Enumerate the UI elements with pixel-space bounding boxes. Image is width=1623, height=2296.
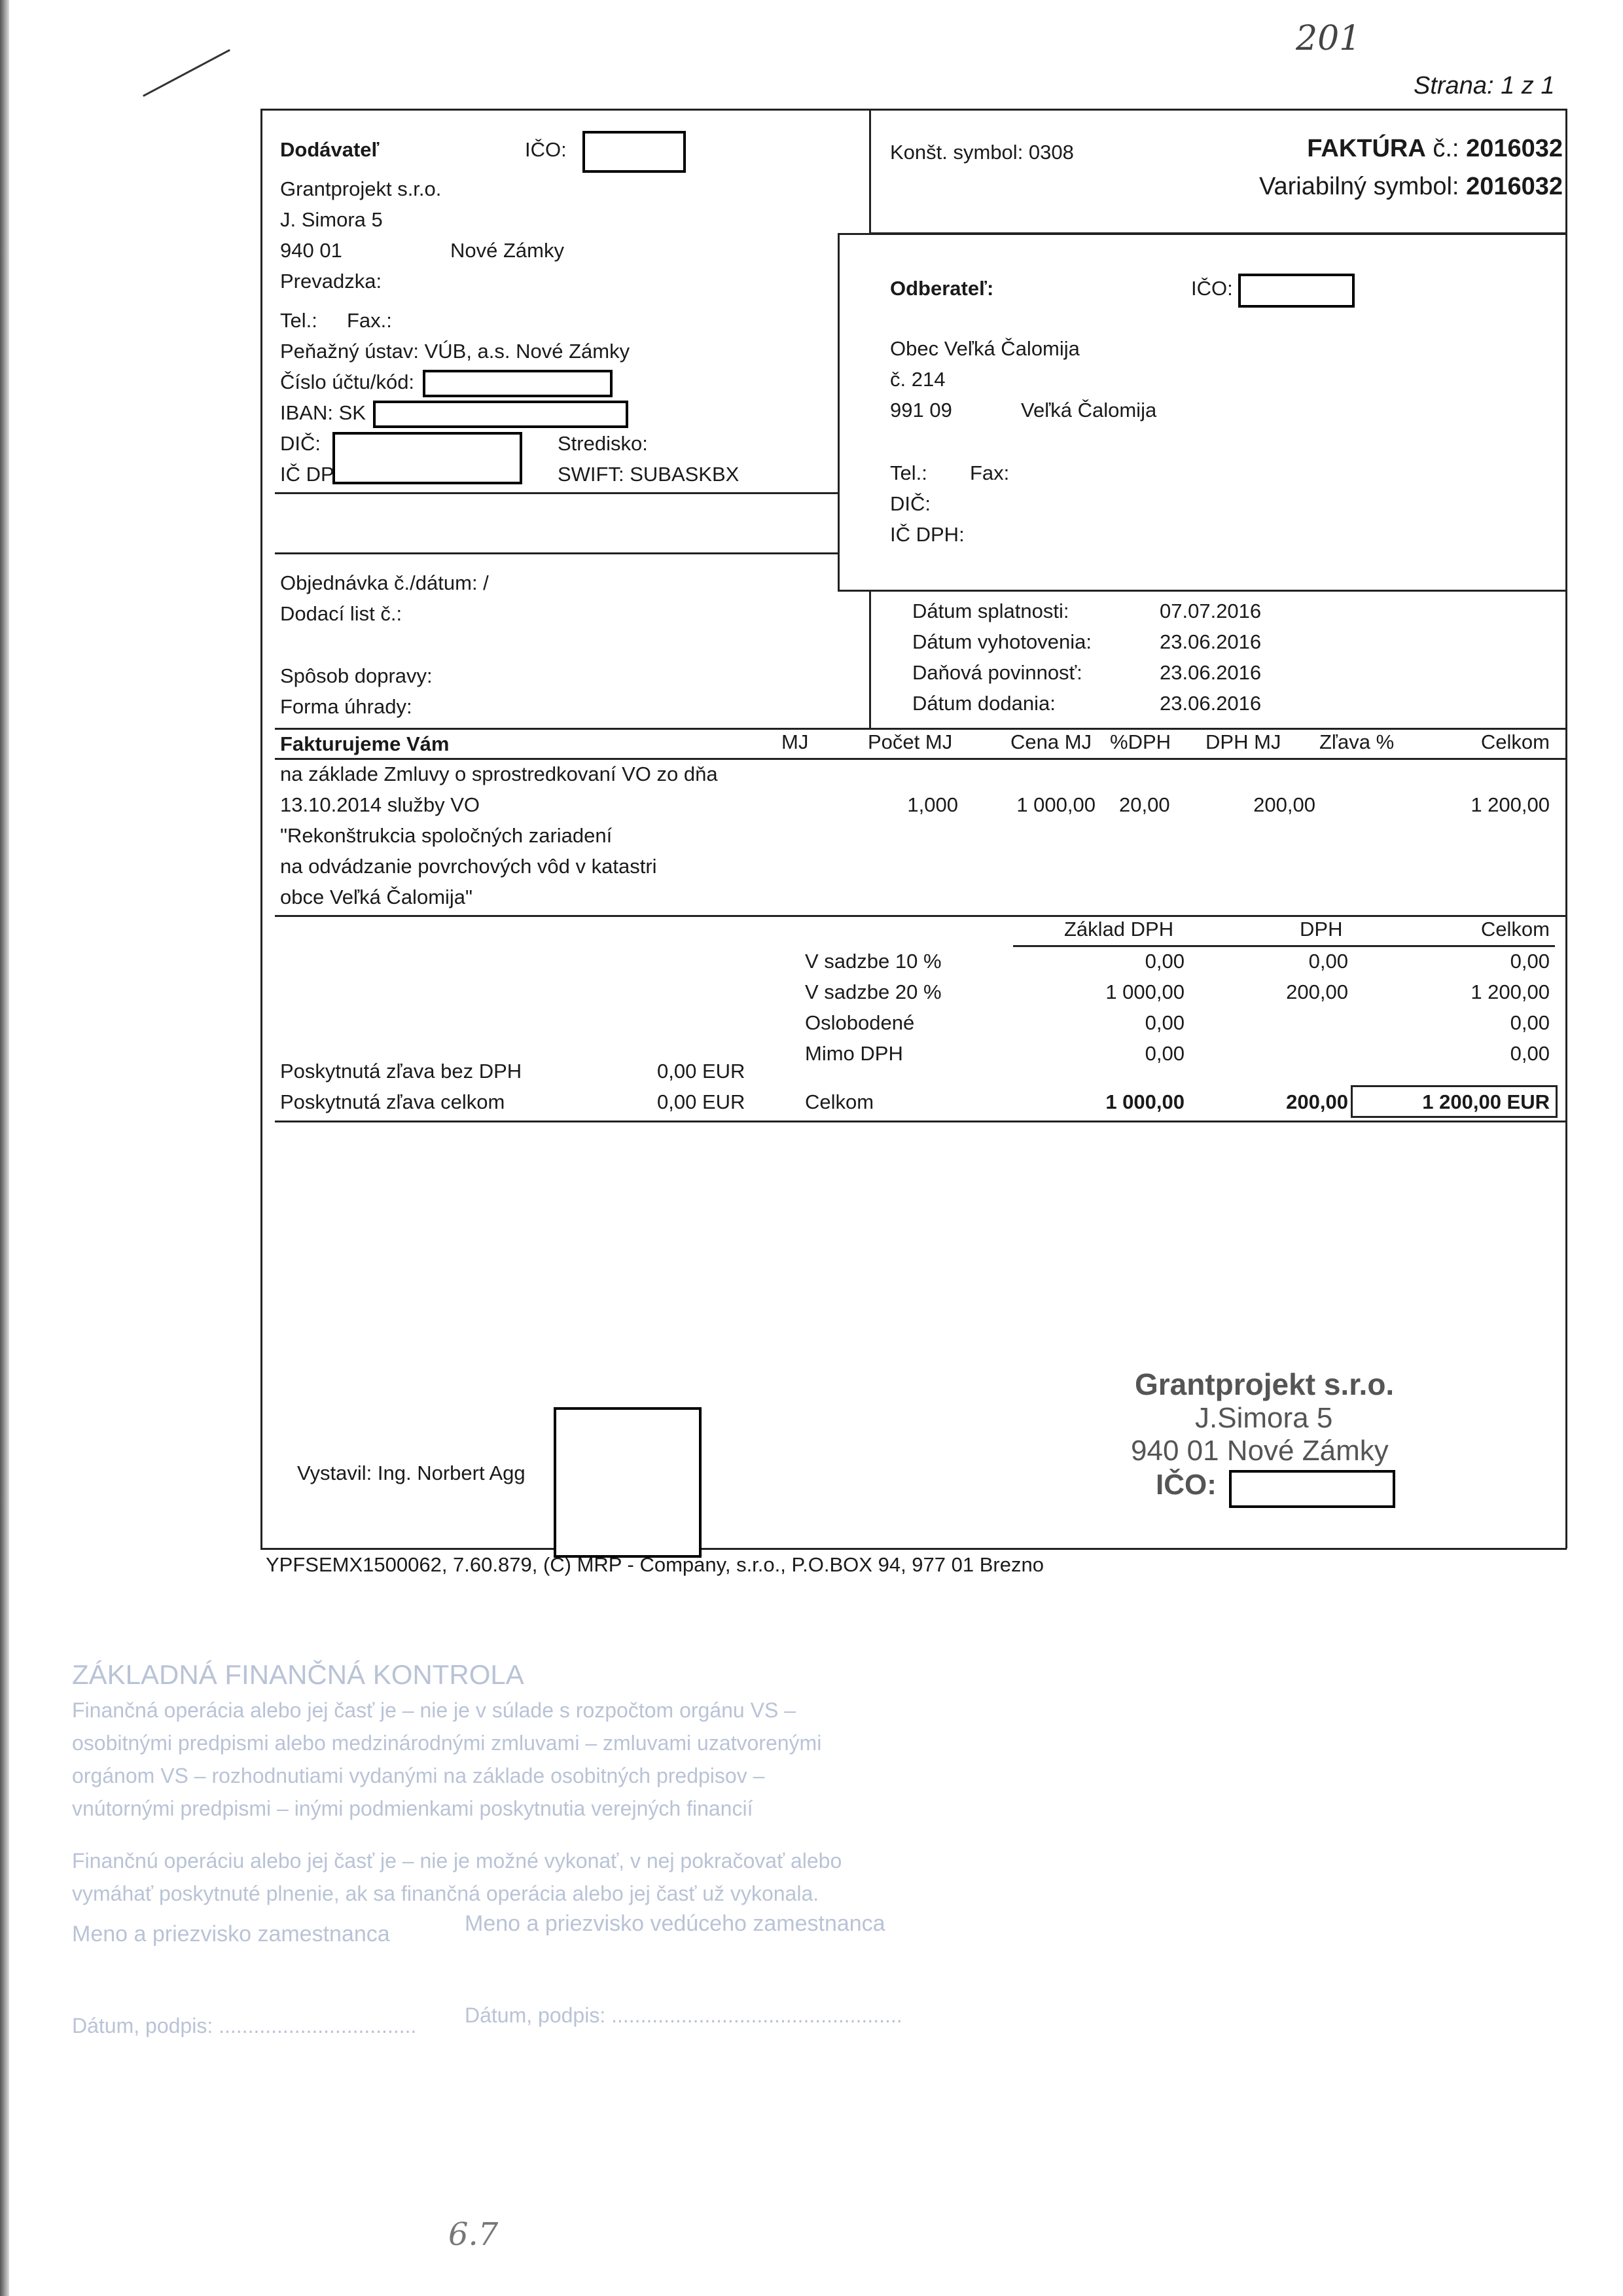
- total-dph: 200,00: [1286, 1090, 1348, 1113]
- handwritten-note-bottom: 6.7: [448, 2216, 499, 2253]
- sum-row-zaklad: 0,00: [1145, 1011, 1185, 1034]
- summary-bottom: [275, 1121, 1567, 1122]
- sum-row-celkom: 0,00: [1510, 1011, 1550, 1034]
- total-celkom: 1 200,00 EUR: [1422, 1090, 1550, 1113]
- variable-symbol: 2016032: [1466, 173, 1563, 200]
- supplier-account-label: Číslo účtu/kód:: [280, 370, 415, 393]
- invoice-title: FAKTÚRA: [1307, 135, 1426, 162]
- stamp-ico-redaction: [1229, 1470, 1395, 1508]
- col-mj: MJ: [781, 730, 809, 753]
- item-dph-mj: 200,00: [1253, 793, 1315, 816]
- payment-method: Forma úhrady:: [280, 695, 412, 718]
- supplier-iban-redaction: [373, 401, 628, 428]
- total-label: Celkom: [805, 1090, 874, 1113]
- control-stamp-date-2: Dátum, podpis: ..................................................: [465, 2003, 902, 2027]
- invoice-number-label: č.:: [1433, 135, 1459, 162]
- col-cena: Cena MJ: [1010, 730, 1092, 753]
- date-value: 07.07.2016: [1160, 600, 1262, 622]
- control-stamp-line: orgánom VS – rozhodnutiami vydanými na základe osobitných predpisov –: [72, 1764, 765, 1787]
- item-desc-line: "Rekonštrukcia spoločných zariadení: [280, 824, 613, 847]
- sum-row-zaklad: 0,00: [1145, 950, 1185, 973]
- date-label: Dátum vyhotovenia:: [912, 630, 1092, 653]
- col-celkom: Celkom: [1480, 730, 1550, 753]
- supplier-street: J. Simora 5: [280, 208, 383, 231]
- customer-icdph: IČ DPH:: [890, 523, 965, 546]
- summary-top: [275, 915, 1567, 917]
- supplier-stredisko: Stredisko:: [558, 432, 648, 455]
- invoice-title-line: [1307, 136, 1563, 161]
- issued-by: Vystavil: Ing. Norbert Agg: [297, 1462, 526, 1484]
- control-stamp-line: vymáhať poskytnuté plnenie, ak sa finančná operácia alebo jej časť už vykonala.: [72, 1882, 819, 1905]
- frame-top: [260, 109, 1567, 111]
- items-header-bottom: [275, 758, 1567, 760]
- customer-street: č. 214: [890, 368, 946, 391]
- sum-row-zaklad: 0,00: [1145, 1042, 1185, 1065]
- col-pocet: Počet MJ: [868, 730, 953, 753]
- supplier-ico-label: IČO:: [525, 138, 567, 161]
- sum-row-celkom: 0,00: [1510, 950, 1550, 973]
- konst-symbol: Konšt. symbol: 0308: [890, 141, 1074, 164]
- variable-symbol-line: [1259, 174, 1563, 199]
- supplier-dic-redaction: [332, 432, 522, 484]
- sum-row-celkom: 0,00: [1510, 1042, 1550, 1065]
- delivery-note: Dodací list č.:: [280, 602, 402, 625]
- sum-row-label: Oslobodené: [805, 1011, 915, 1034]
- sum-row-zaklad: 1 000,00: [1105, 980, 1185, 1003]
- control-stamp-date-1: Dátum, podpis: ..................................: [72, 2014, 417, 2037]
- supplier-heading: Dodávateľ: [280, 138, 380, 161]
- frame-left: [260, 109, 262, 1549]
- discount-without-vat-value: 0,00 EUR: [657, 1060, 745, 1083]
- sum-row-label: Mimo DPH: [805, 1042, 903, 1065]
- software-footer: YPFSEMX1500062, 7.60.879, (C) MRP - Company, s.r.o., P.O.BOX 94, 977 01 Brezno: [266, 1553, 1044, 1576]
- stamp-company: Grantprojekt s.r.o.: [1135, 1367, 1395, 1401]
- date-label: Daňová povinnosť:: [912, 661, 1082, 684]
- pen-stroke: [143, 49, 230, 97]
- date-label: Dátum splatnosti:: [912, 600, 1069, 622]
- supplier-bank: Peňažný ústav: VÚB, a.s. Nové Zámky: [280, 340, 630, 363]
- customer-fax: Fax:: [970, 461, 1010, 484]
- page-number: Strana: 1 z 1: [1414, 72, 1555, 99]
- control-stamp-title: ZÁKLADNÁ FINANČNÁ KONTROLA: [72, 1659, 524, 1690]
- supplier-zip: 940 01: [280, 239, 342, 262]
- discount-total-value: 0,00 EUR: [657, 1090, 745, 1113]
- customer-ico-label: IČO:: [1191, 277, 1233, 300]
- customer-tel: Tel.:: [890, 461, 927, 484]
- item-desc-line: obce Veľká Čalomija": [280, 886, 473, 908]
- item-cena: 1 000,00: [1016, 793, 1096, 816]
- control-stamp-employee: Meno a priezvisko zamestnanca: [72, 1922, 390, 1946]
- supplier-divider-1: [275, 492, 838, 494]
- signature-redaction: [554, 1407, 702, 1558]
- supplier-city: Nové Zámky: [450, 239, 564, 262]
- col-zlava: Zľava %: [1319, 730, 1395, 753]
- customer-heading: Odberateľ:: [890, 277, 994, 300]
- total-zaklad: 1 000,00: [1105, 1090, 1185, 1113]
- supplier-swift: SWIFT: SUBASKBX: [558, 463, 740, 486]
- sum-head-dph: DPH: [1300, 918, 1343, 941]
- variable-symbol-label: Variabilný symbol:: [1258, 173, 1459, 200]
- sum-head-zaklad: Základ DPH: [1064, 918, 1174, 941]
- supplier-divider-2: [275, 552, 838, 554]
- sum-row-celkom: 1 200,00: [1471, 980, 1550, 1003]
- stamp-city: 940 01 Nové Zámky: [1131, 1435, 1389, 1467]
- stamp-street: J.Simora 5: [1195, 1402, 1333, 1434]
- item-dph-pct: 20,00: [1119, 793, 1170, 816]
- control-stamp-line: Finančnú operáciu alebo jej časť je – nie je možné vykonať, v nej pokračovať alebo: [72, 1849, 842, 1873]
- control-stamp-line: Finančná operácia alebo jej časť je – nie je v súlade s rozpočtom orgánu VS –: [72, 1698, 796, 1722]
- dates-divider: [869, 592, 871, 729]
- supplier-tel: Tel.:: [280, 309, 317, 332]
- frame-right: [1565, 109, 1567, 1549]
- control-stamp-manager: Meno a priezvisko vedúceho zamestnanca: [465, 1911, 885, 1936]
- handwritten-note-top: 201: [1296, 19, 1361, 58]
- col-dph-mj: DPH MJ: [1205, 730, 1281, 753]
- date-label: Dátum dodania:: [912, 692, 1056, 715]
- control-stamp-line: osobitnými predpismi alebo medzinárodnými zmluvami – zmluvami uzatvorenými: [72, 1731, 822, 1755]
- sum-row-dph: 200,00: [1286, 980, 1348, 1003]
- frame-bottom: [260, 1548, 1567, 1550]
- customer-zip: 991 09: [890, 399, 952, 422]
- supplier-prevadzka: Prevadzka:: [280, 270, 382, 293]
- supplier-iban-label: IBAN: SK: [280, 401, 366, 424]
- sum-row-dph: 0,00: [1308, 950, 1348, 973]
- invoice-number: 2016032: [1466, 135, 1563, 162]
- customer-dic: DIČ:: [890, 492, 931, 515]
- control-stamp-line: vnútornými predpismi – inými podmienkami poskytnutia verejných financií: [72, 1797, 753, 1820]
- supplier-ico-redaction: [582, 131, 686, 173]
- scan-edge: [0, 0, 9, 2296]
- customer-ico-redaction: [1238, 274, 1355, 308]
- transport-method: Spôsob dopravy:: [280, 664, 433, 687]
- supplier-name: Grantprojekt s.r.o.: [280, 177, 442, 200]
- date-value: 23.06.2016: [1160, 692, 1262, 715]
- summary-head-rule: [1013, 945, 1555, 947]
- item-desc-line: 13.10.2014 služby VO: [280, 793, 480, 816]
- supplier-account-redaction: [423, 370, 613, 397]
- header-divider: [869, 109, 871, 233]
- date-value: 23.06.2016: [1160, 630, 1262, 653]
- col-dph-pct: %DPH: [1110, 730, 1171, 753]
- supplier-icdph-label: IČ DP: [280, 463, 334, 486]
- customer-city: Veľká Čalomija: [1021, 399, 1157, 422]
- item-desc-line: na odvádzanie povrchových vôd v katastri: [280, 855, 657, 878]
- item-desc-line: na základe Zmluvy o sprostredkovaní VO zo dňa: [280, 762, 718, 785]
- sum-row-label: V sadzbe 10 %: [805, 950, 942, 973]
- sum-head-celkom: Celkom: [1480, 918, 1550, 941]
- supplier-fax: Fax.:: [347, 309, 392, 332]
- date-value: 23.06.2016: [1160, 661, 1262, 684]
- item-celkom: 1 200,00: [1471, 793, 1550, 816]
- items-title: Fakturujeme Vám: [280, 732, 450, 755]
- stamp-ico-label: IČO:: [1156, 1469, 1217, 1501]
- discount-total-label: Poskytnutá zľava celkom: [280, 1090, 505, 1113]
- item-pocet: 1,000: [907, 793, 958, 816]
- customer-name: Obec Veľká Čalomija: [890, 337, 1080, 360]
- supplier-dic-label: DIČ:: [280, 432, 321, 455]
- sum-row-label: V sadzbe 20 %: [805, 980, 942, 1003]
- discount-without-vat-label: Poskytnutá zľava bez DPH: [280, 1060, 522, 1083]
- order-number: Objednávka č./dátum: /: [280, 571, 489, 594]
